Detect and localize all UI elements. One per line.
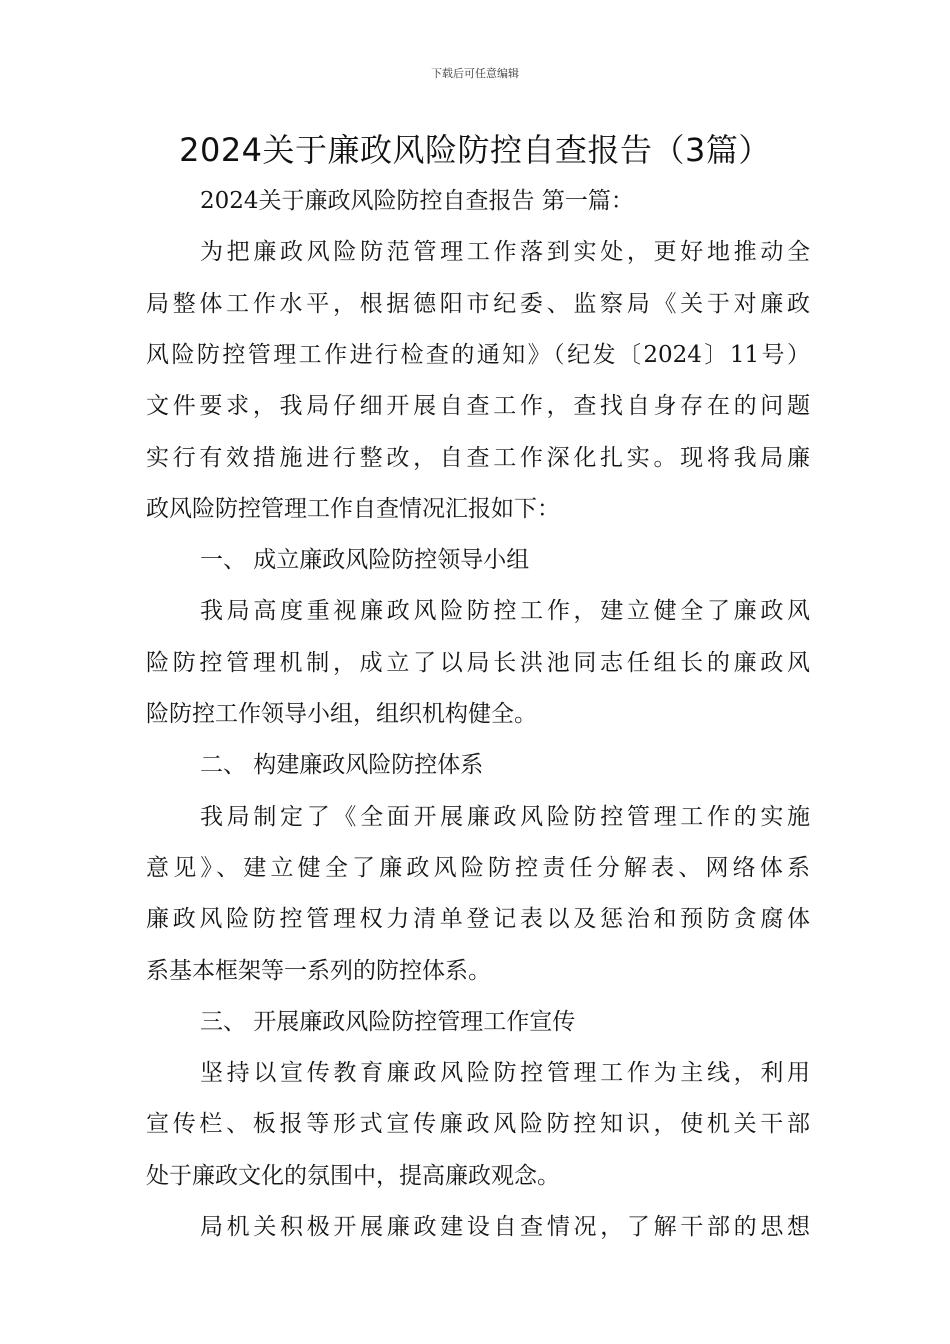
body-line: 廉政风险防控管理权力清单登记表以及惩治和预防贪腐体 xyxy=(146,906,810,933)
document-title: 2024关于廉政风险防控自查报告（3篇） xyxy=(179,131,771,169)
body-line: 我局制定了《全面开展廉政风险防控管理工作的实施 xyxy=(200,803,810,830)
body-line: 意见》、建立健全了廉政风险防控责任分解表、网络体系 xyxy=(146,854,810,881)
body-line: 风险防控管理工作进行检查的通知》（纪发〔2024〕11号） xyxy=(146,341,810,368)
body-line: 处于廉政文化的氛围中，提高廉政观念。 xyxy=(146,1162,560,1189)
body-line: 三、 开展廉政风险防控管理工作宣传 xyxy=(200,1008,576,1035)
body-line: 坚持以宣传教育廉政风险防控管理工作为主线，利用 xyxy=(200,1060,810,1087)
body-line: 实行有效措施进行整改，自查工作深化扎实。现将我局廉 xyxy=(146,444,810,471)
body-line: 险防控管理机制，成立了以局长洪池同志任组长的廉政风 xyxy=(146,649,810,676)
body-line: 宣传栏、板报等形式宣传廉政风险防控知识，使机关干部 xyxy=(146,1111,810,1138)
body-line: 局整体工作水平，根据德阳市纪委、监察局《关于对廉政 xyxy=(146,290,810,317)
body-line: 政风险防控管理工作自查情况汇报如下： xyxy=(146,495,560,522)
body-line: 文件要求，我局仔细开展自查工作，查找自身存在的问题 xyxy=(146,393,810,420)
body-line: 局机关积极开展廉政建设自查情况，了解干部的思想 xyxy=(200,1214,810,1240)
body-line: 险防控工作领导小组，组织机构健全。 xyxy=(146,701,537,727)
body-line: 为把廉政风险防范管理工作落到实处，更好地推动全 xyxy=(200,239,810,266)
header-note: 下载后可任意编辑 xyxy=(431,67,519,80)
body-line: 系基本框架等一系列的防控体系。 xyxy=(146,957,491,984)
body-line: 一、 成立廉政风险防控领导小组 xyxy=(200,547,530,574)
body-line: 2024关于廉政风险防控自查报告 第一篇： xyxy=(200,188,634,214)
body-line: 二、 构建廉政风险防控体系 xyxy=(200,752,484,779)
body-line: 我局高度重视廉政风险防控工作，建立健全了廉政风 xyxy=(200,598,810,625)
